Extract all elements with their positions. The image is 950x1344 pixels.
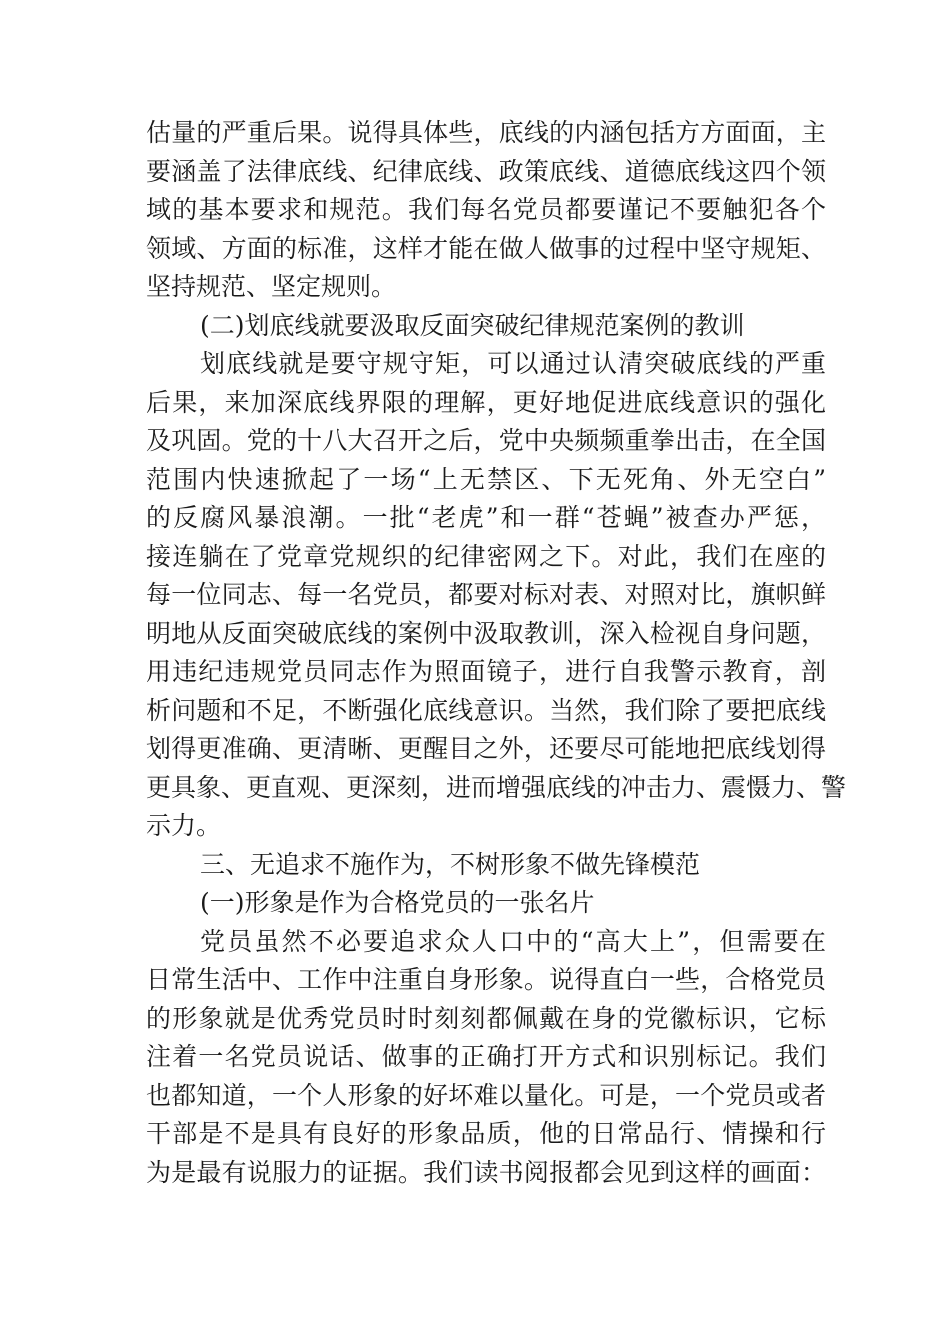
text-line: 为是最有说服力的证据。我们读书阅报都会见到这样的画面： — [146, 1157, 826, 1187]
section-heading: (二)划底线就要汲取反面突破纪律规范案例的教训 — [200, 310, 745, 340]
section-heading: 三、无追求不施作为，不树形象不做先锋模范 — [200, 849, 701, 879]
text-line: 析问题和不足，不断强化底线意识。当然，我们除了要把底线 — [146, 695, 826, 725]
text-line: 的反腐风暴浪潮。一批“老虎”和一群“苍蝇”被查办严惩， — [146, 503, 826, 532]
text-line: 接连躺在了党章党规织的纪律密网之下。对此，我们在座的 — [146, 541, 826, 571]
text-line: 范围内快速掀起了一场“上无禁区、下无死角、外无空白” — [146, 464, 826, 494]
text-line: 域的基本要求和规范。我们每名党员都要谨记不要触犯各个 — [146, 195, 826, 224]
text-line: 注着一名党员说话、做事的正确打开方式和识别标记。我们 — [146, 1042, 826, 1071]
text-line: 划得更准确、更清晰、更醒目之外，还要尽可能地把底线划得 — [146, 734, 826, 763]
text-line: 估量的严重后果。说得具体些，底线的内涵包括方方面面，主 — [146, 118, 826, 147]
body-text — [146, 114, 847, 1192]
text-line: 后果，来加深底线界限的理解，更好地促进底线意识的强化 — [146, 387, 826, 417]
text-line: 也都知道，一个人形象的好坏难以量化。可是，一个党员或者 — [146, 1080, 826, 1110]
text-line: 领域、方面的标准，这样才能在做人做事的过程中坚守规矩、 — [146, 233, 826, 263]
text-line: 日常生活中、工作中注重自身形象。说得直白一些，合格党员 — [146, 965, 826, 994]
text-line: 及巩固。党的十八大召开之后，党中央频频重拳出击，在全国 — [146, 426, 826, 455]
text-line: 用违纪违规党员同志作为照面镜子，进行自我警示教育，剖 — [146, 657, 826, 686]
text-line: 坚持规范、坚定规则。 — [146, 272, 397, 301]
text-line: 要涵盖了法律底线、纪律底线、政策底线、道德底线这四个领 — [146, 156, 826, 186]
text-line: 的形象就是优秀党员时时刻刻都佩戴在身的党徽标识，它标 — [146, 1003, 826, 1033]
section-heading: (一)形象是作为合格党员的一张名片 — [200, 888, 595, 917]
text-line: 每一位同志、每一名党员，都要对标对表、对照对比，旗帜鲜 — [146, 580, 826, 609]
text-line: 更具象、更直观、更深刻，进而增强底线的冲击力、震慑力、警 — [146, 772, 847, 802]
text-line: 党员虽然不必要追求众人口中的“高大上”，但需要在 — [200, 926, 826, 956]
text-line: 干部是不是具有良好的形象品质，他的日常品行、情操和行 — [146, 1119, 826, 1148]
text-line: 明地从反面突破底线的案例中汲取教训，深入检视自身问题， — [146, 618, 826, 648]
text-line: 示力。 — [146, 811, 222, 840]
text-line: 划底线就是要守规守矩，可以通过认清突破底线的严重 — [200, 349, 826, 378]
